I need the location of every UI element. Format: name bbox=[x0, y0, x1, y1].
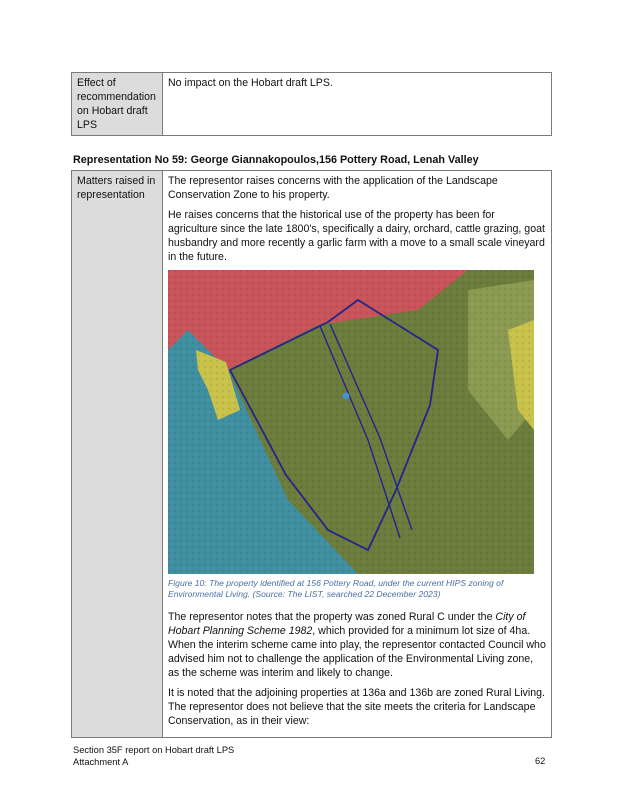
figure-caption bbox=[168, 578, 508, 600]
paragraph-3 bbox=[168, 610, 546, 680]
paragraph-4: It is noted that the adjoining properties at 136a and 136b are zoned Rural Living. The representor does not believe that the site meets the criteria for Landscape Conservation, as in their view: bbox=[168, 687, 545, 727]
zoning-map bbox=[168, 270, 534, 574]
page-number: 62 bbox=[535, 756, 546, 766]
representation-heading: Representation No 59: George Giannakopoulos,156 Pottery Road, Lenah Valley bbox=[73, 154, 479, 166]
dam-marker bbox=[343, 393, 350, 400]
matters-label: Matters raised in representation bbox=[72, 171, 163, 738]
caption-line-2: Environmental Living. (Source: The LIST, searched 22 December 2023) bbox=[168, 589, 441, 599]
paragraph-2: He raises concerns that the historical use of the property has been for agriculture since the late 1800's, specifically a dairy, orchard, cattle grazing, goat husbandry and more recently a garlic farm with a move to a small scale vineyard in the future. bbox=[168, 209, 545, 263]
paragraph-3-end: , which provided for a minimum lot size of 4ha. When the interim scheme came into play, the representor contacted Council who advised him not to challenge the application of the Environmental Living zone, as the scheme was interim and likely to change. bbox=[168, 625, 546, 679]
matters-table bbox=[71, 170, 552, 738]
effect-value: No impact on the Hobart draft LPS. bbox=[163, 73, 552, 136]
zoning-map-image bbox=[168, 270, 534, 574]
paragraph-3-scheme-name: City of Hobart Planning Scheme 1982 bbox=[168, 611, 526, 637]
footer bbox=[73, 744, 234, 768]
map-texture bbox=[168, 270, 534, 574]
caption-line-1: Figure 10: The property identified at 156 Pottery Road, under the current HIPS zoning of bbox=[168, 578, 504, 588]
footer-line-2: Attachment A bbox=[73, 757, 129, 767]
effect-table bbox=[71, 72, 552, 136]
paragraph-1: The representor raises concerns with the application of the Landscape Conservation Zone to his property. bbox=[168, 175, 498, 201]
matters-content bbox=[163, 171, 552, 738]
effect-label: Effect of recommendation on Hobart draft LPS bbox=[72, 73, 163, 136]
paragraph-3-start: The representor notes that the property was zoned Rural C under the bbox=[168, 611, 496, 623]
footer-line-1: Section 35F report on Hobart draft LPS bbox=[73, 745, 235, 755]
